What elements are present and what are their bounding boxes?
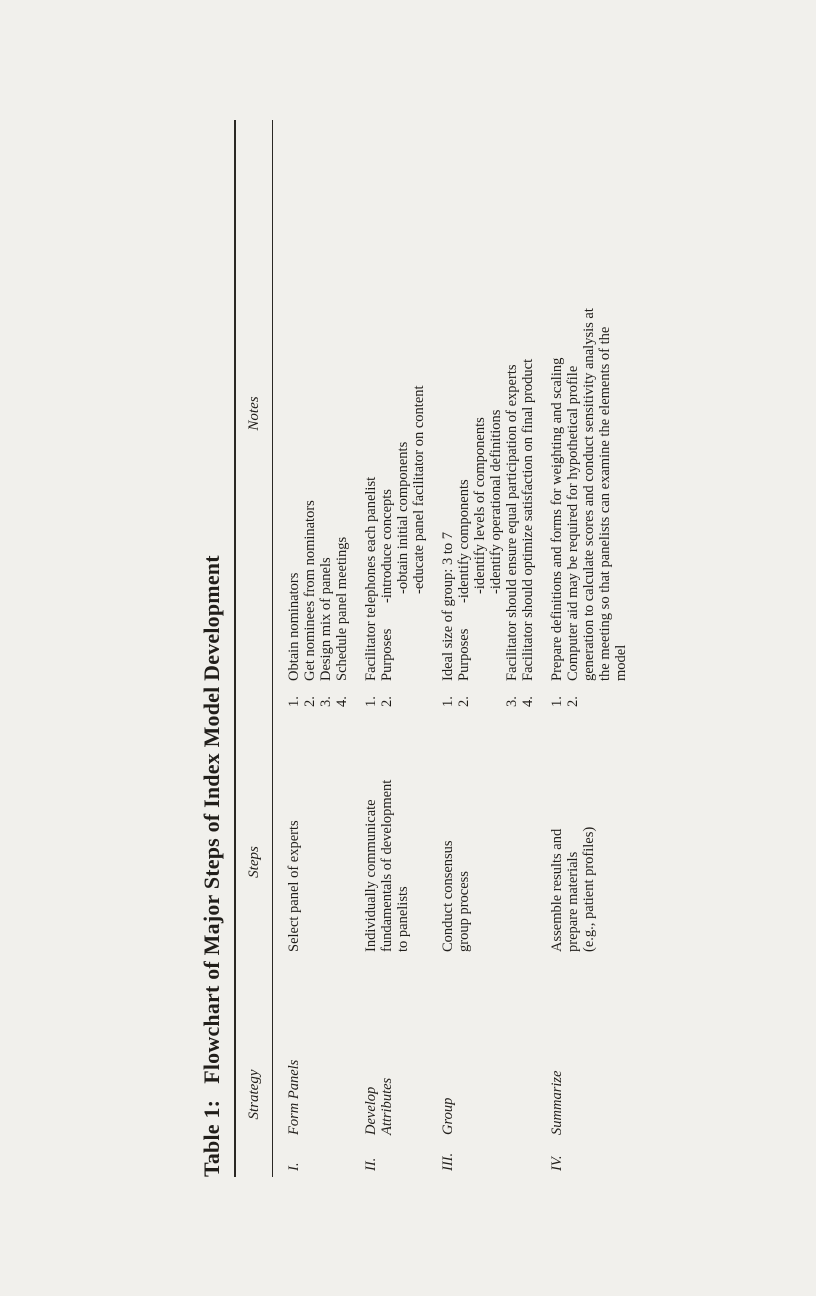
table-number: Table 1: [199, 1099, 224, 1177]
table-row [363, 120, 427, 1177]
column-header-notes: Notes [246, 396, 262, 431]
table-row [286, 120, 350, 1177]
note-item: 4. Facilitator should optimize satisfaction on final product [520, 358, 536, 707]
steps-cell: Select panel of experts [286, 820, 302, 952]
row-numeral: I. [286, 1162, 302, 1171]
note-item: 2. Purposes -introduce concepts -obtain initial components -educate panel facilitator on content [379, 385, 427, 707]
purposes-label: Purposes [379, 628, 395, 681]
note-item: 1. Prepare definitions and forms for weighting and scaling [549, 357, 565, 707]
note-item: 3. Design mix of panels [318, 557, 334, 707]
steps-cell: Individually communicate fundamentals of development to panelists [363, 779, 411, 952]
note-item: 3. Facilitator should ensure equal participation of experts [504, 364, 520, 707]
note-item: 2. Purposes -identify components -identify levels of components -identify operational definitions [456, 409, 504, 707]
strategy-cell [440, 952, 536, 1177]
row-numeral: III. [440, 1152, 456, 1171]
table-caption: Flowchart of Major Steps of Index Model Development [199, 555, 224, 1084]
rotated-table [199, 120, 659, 1177]
table-row [549, 120, 629, 1177]
table-row [440, 120, 536, 1177]
notes-cell [286, 120, 350, 707]
steps-cell: Assemble results and prepare materials (e.g., patient profiles) [549, 826, 597, 952]
strategy-name: Form Panels [286, 1059, 302, 1135]
column-header-strategy: Strategy [246, 1069, 262, 1120]
strategy-cell [549, 952, 629, 1177]
row-numeral: II. [363, 1157, 379, 1171]
strategy-name: Group [440, 1097, 456, 1135]
notes-cell [549, 120, 629, 707]
purposes-label: Purposes [456, 628, 472, 681]
note-item: 2. Computer aid may be required for hypothetical profile generation to calculate scores and conduct sensitivity analysis at the meeting so that panelists can examine the elements of the model [565, 308, 629, 707]
table-header-row [236, 120, 272, 1177]
note-item: 4. Schedule panel meetings [334, 536, 350, 707]
steps-cell: Conduct consensus group process [440, 840, 472, 952]
strategy-cell [286, 952, 350, 1177]
notes-cell [440, 120, 536, 707]
note-item: 1. Obtain nominators [286, 572, 302, 707]
column-header-steps: Steps [246, 846, 262, 878]
table-title [199, 120, 225, 1177]
notes-cell [363, 120, 427, 707]
strategy-name: Develop Attributes [363, 1077, 395, 1135]
table-header-rule [272, 120, 273, 1177]
note-item: 1. Ideal size of group: 3 to 7 [440, 532, 456, 707]
strategy-cell [363, 952, 427, 1177]
note-item: 2. Get nominees from nominators [302, 500, 318, 707]
strategy-name: Summarize [549, 1070, 565, 1135]
note-item: 1. Facilitator telephones each panelist [363, 476, 379, 707]
row-numeral: IV. [549, 1155, 565, 1171]
